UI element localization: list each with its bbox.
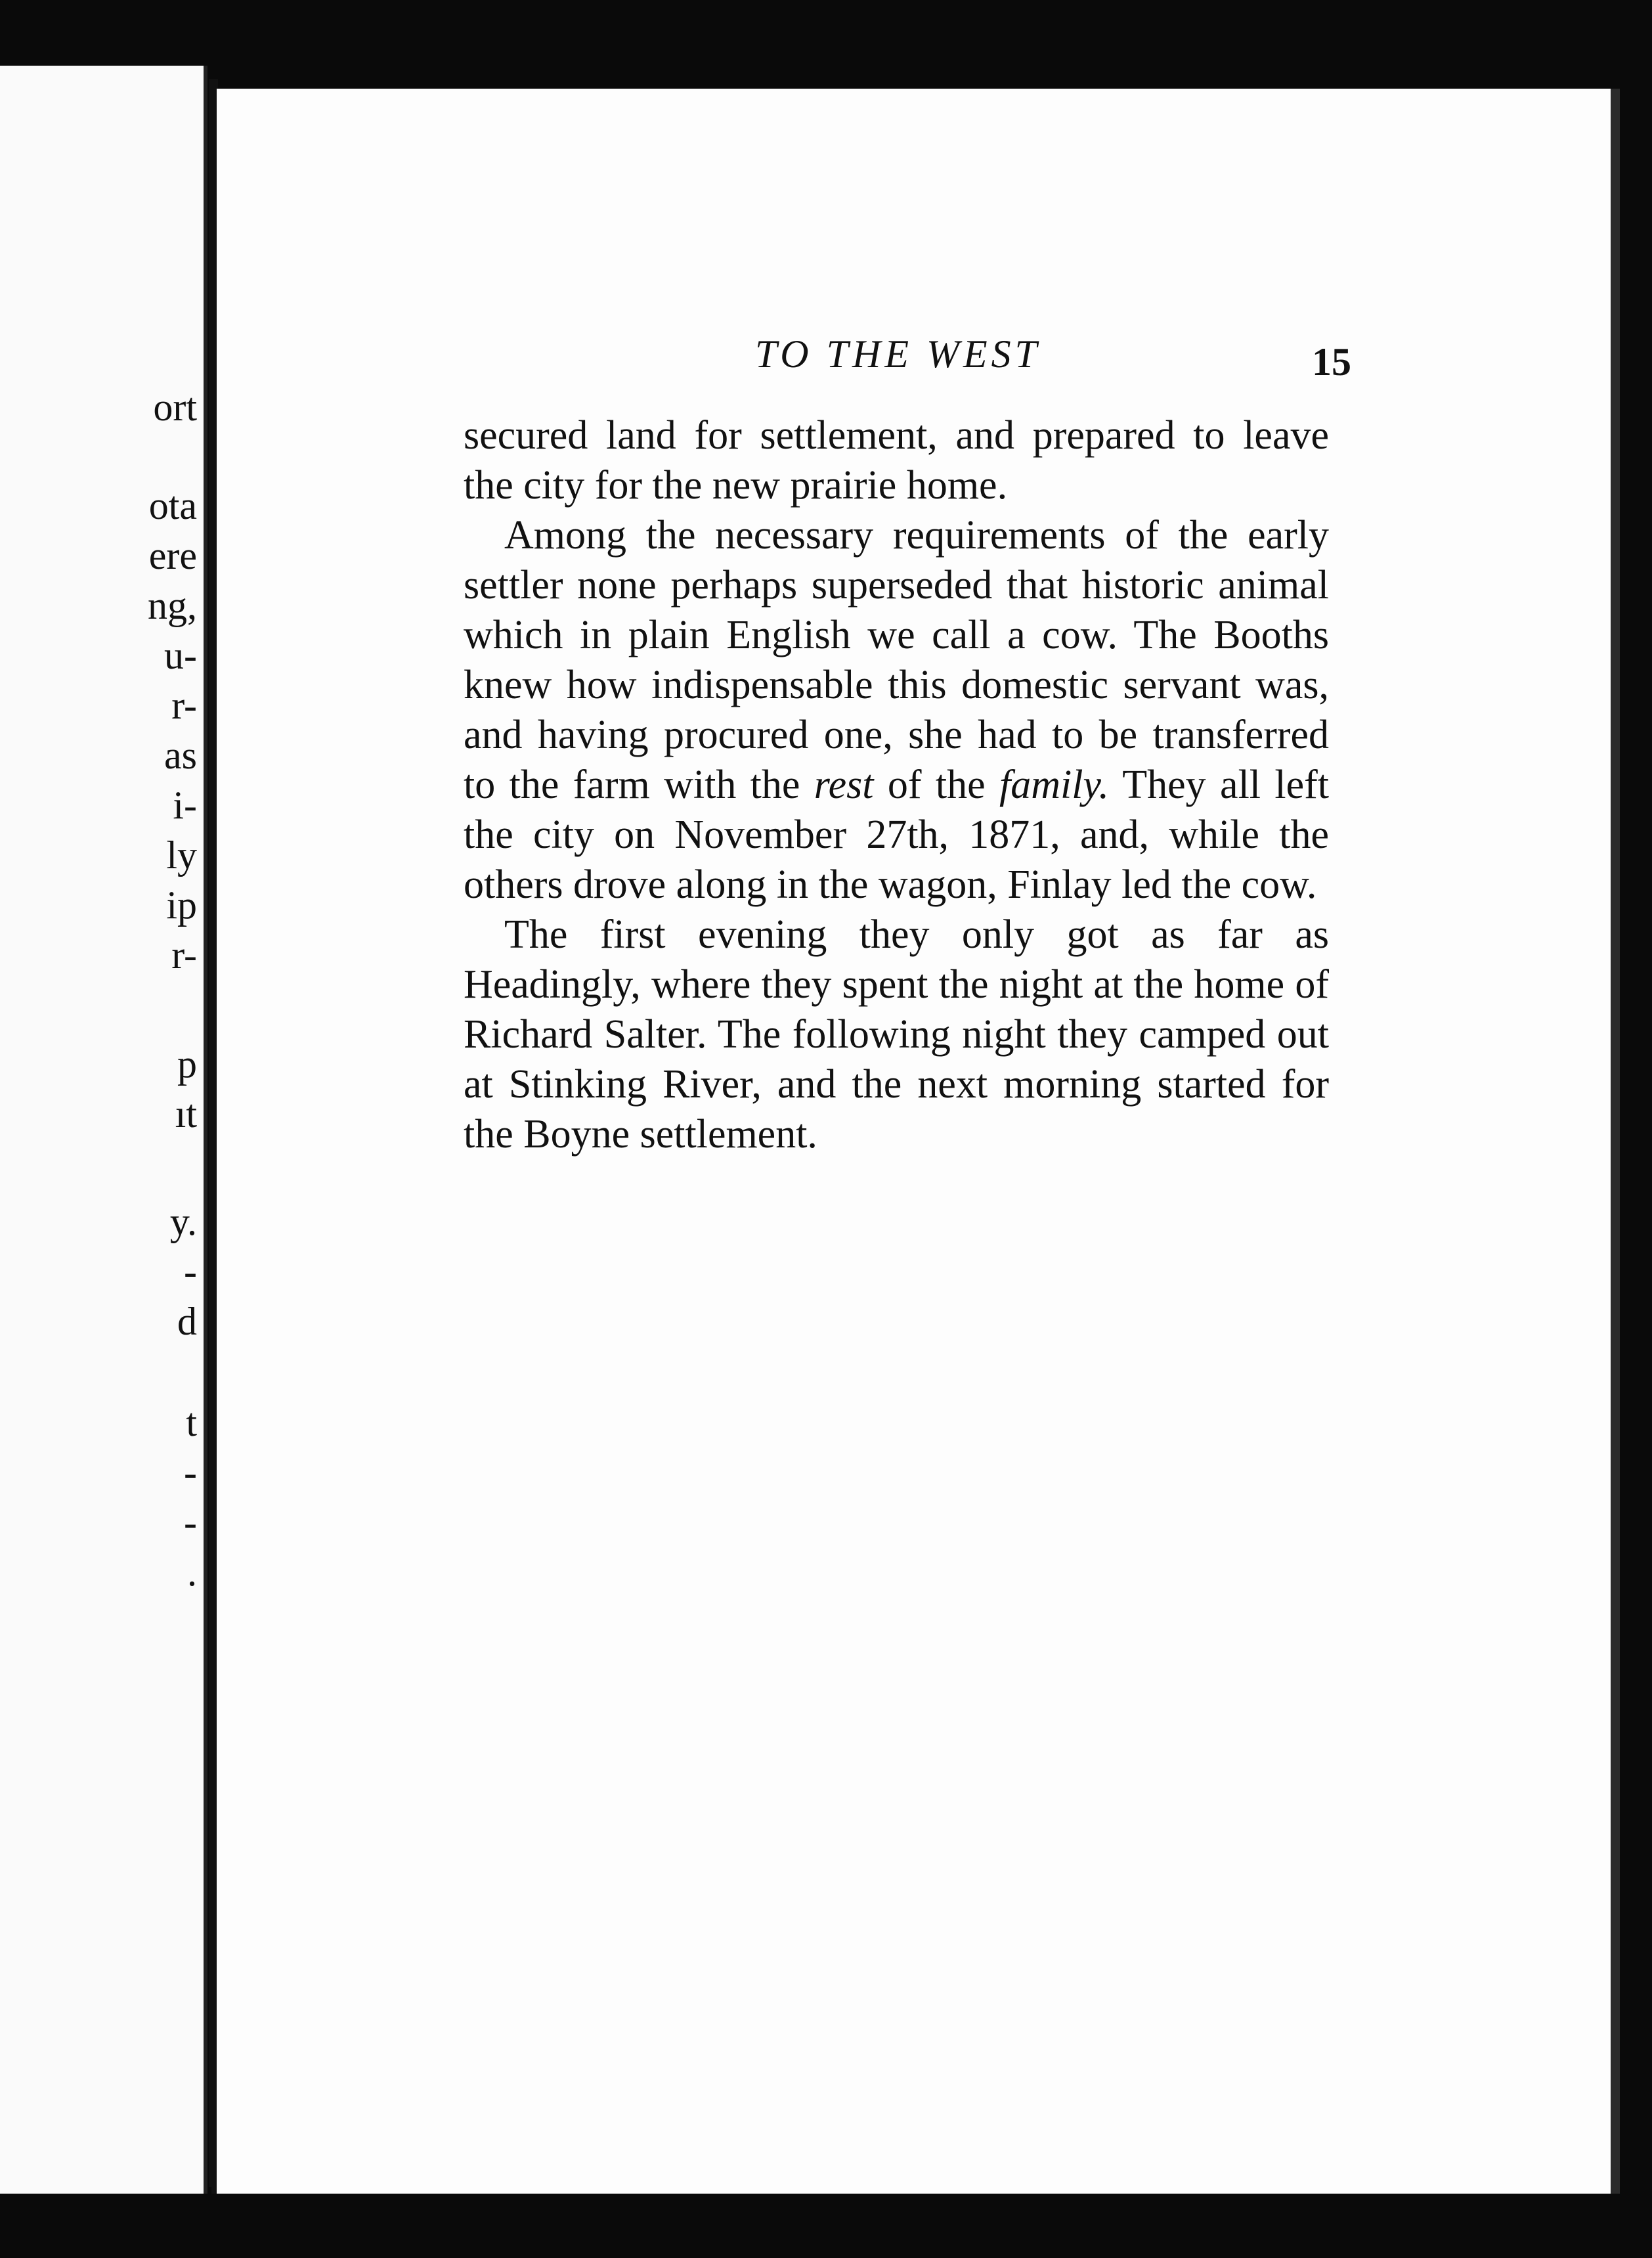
paragraph — [464, 410, 1329, 510]
text-segment: They all left the city on November 27th, 1871, and, while the others drove along in the wagon, Finlay led the cow. — [464, 763, 1329, 907]
body-text — [464, 410, 1329, 1159]
page-number: 15 — [1312, 340, 1351, 384]
prev-fragment: y. — [169, 1200, 197, 1243]
italic-text: rest — [814, 763, 874, 807]
text-segment: Among the necessary requirements of the early settler none perhaps superseded that historic animal which in plain English we call a cow. The Booths knew how indispensable this domestic servant was, and having procured one, she had to be transferred to the farm with the — [464, 513, 1329, 807]
prev-fragment: ly — [166, 833, 197, 877]
text-segment: of the — [873, 763, 999, 807]
prev-fragment: ere — [148, 534, 197, 577]
text-segment: The first evening they only got as far as Headingly, where they spent the night at the home of Richard Salter. The following night they camped out at Stinking River, and the next morning started for the Boyne settlement. — [464, 912, 1329, 1157]
prev-fragment: . — [187, 1551, 197, 1594]
prev-fragment: - — [184, 1451, 197, 1494]
prev-fragment: ort — [153, 386, 197, 429]
prev-fragment: r- — [171, 684, 197, 727]
italic-text: family. — [999, 763, 1110, 807]
prev-fragment: - — [184, 1501, 197, 1544]
previous-page — [0, 66, 207, 2194]
prev-fragment: ota — [148, 484, 197, 527]
prev-fragment: as — [164, 734, 197, 777]
prev-fragment: ng, — [148, 584, 197, 627]
prev-fragment: d — [177, 1300, 197, 1343]
prev-fragment: t — [186, 1401, 197, 1444]
book-page — [211, 89, 1620, 2194]
prev-fragment: i- — [173, 784, 197, 827]
paragraph — [464, 510, 1329, 910]
scan-border — [0, 2195, 1652, 2258]
prev-fragment: r- — [171, 933, 197, 977]
prev-fragment: ıt — [175, 1092, 197, 1136]
text-segment: secured land for settlement, and prepared to leave the city for the new prairie home. — [464, 413, 1329, 508]
running-head: TO THE WEST — [755, 332, 1041, 376]
prev-fragment: - — [184, 1250, 197, 1293]
prev-fragment: p — [177, 1042, 197, 1086]
prev-fragment: u- — [164, 634, 197, 677]
prev-fragment: ip — [166, 883, 197, 927]
paragraph — [464, 910, 1329, 1159]
